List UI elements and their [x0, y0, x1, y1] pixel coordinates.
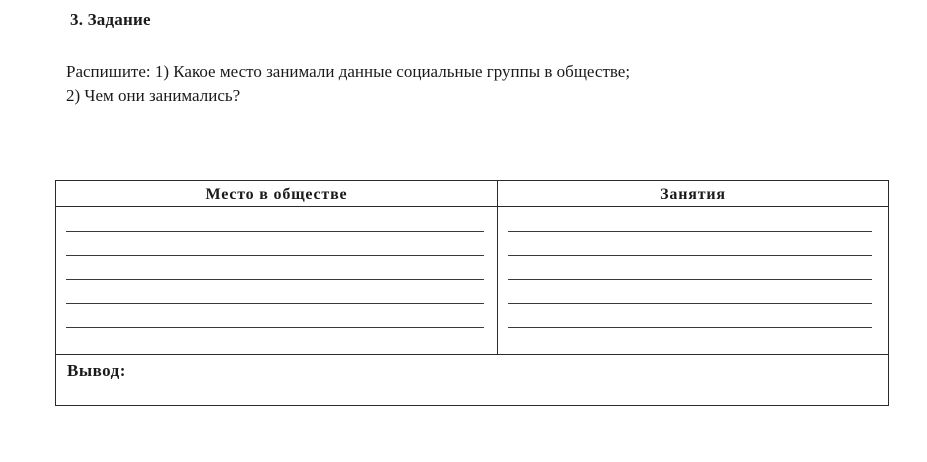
- answer-line-left-5[interactable]: [66, 327, 484, 328]
- conclusion-label: Вывод:: [67, 361, 126, 380]
- answer-line-right-3[interactable]: [508, 279, 872, 280]
- column-divider: [497, 181, 498, 355]
- answer-line-right-2[interactable]: [508, 255, 872, 256]
- answer-line-left-2[interactable]: [66, 255, 484, 256]
- answer-line-left-1[interactable]: [66, 231, 484, 232]
- header-divider: [56, 206, 888, 207]
- answer-line-right-1[interactable]: [508, 231, 872, 232]
- column-header-place-in-society: Место в обществе: [205, 186, 348, 203]
- instruction-line-2: 2) Чем они занимались?: [66, 86, 241, 105]
- answer-line-right-4[interactable]: [508, 303, 872, 304]
- task-heading: 3. Задание: [70, 10, 151, 29]
- instruction-line-1: Распишите: 1) Какое место занимали данные социальные группы в обществе;: [66, 62, 631, 81]
- column-header-occupations: Занятия: [660, 186, 726, 203]
- worksheet-table: [55, 180, 889, 406]
- answer-line-left-3[interactable]: [66, 279, 484, 280]
- conclusion-divider: [56, 354, 888, 355]
- answer-line-right-5[interactable]: [508, 327, 872, 328]
- answer-line-left-4[interactable]: [66, 303, 484, 304]
- task-instructions: [66, 60, 630, 108]
